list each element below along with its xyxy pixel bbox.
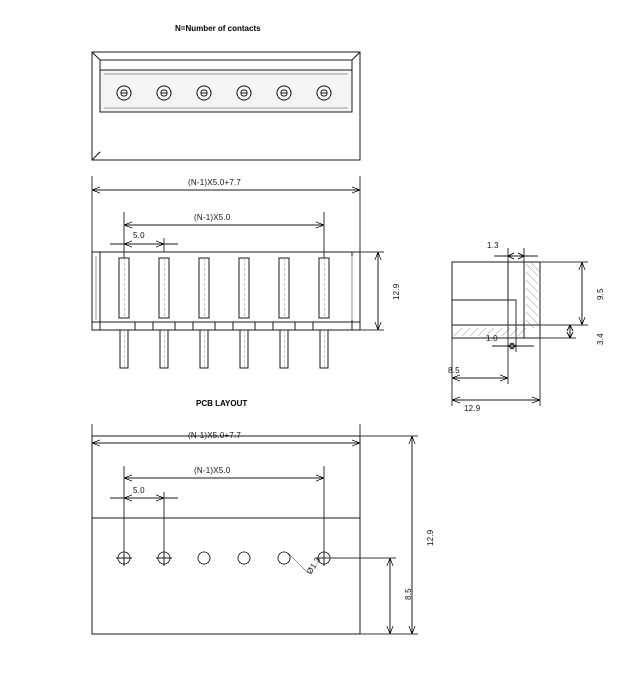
dim-side-overall: 12.9 [464, 404, 481, 413]
dim-pcb-pitch: 5.0 [133, 486, 145, 495]
pcb-dimensions [92, 424, 418, 634]
side-view-geometry [452, 262, 540, 338]
dim-side-top-width: 1.3 [487, 241, 499, 250]
dim-side-lower-width: 1.0 [486, 334, 498, 343]
top-note-label: N=Number of contacts [175, 24, 261, 33]
dim-pcb-edge: 8.5 [404, 588, 413, 600]
side-dimensions [452, 248, 588, 406]
dim-front-pitch: 5.0 [133, 231, 145, 240]
front-view-geometry [92, 252, 360, 368]
dim-pcb-overall: (N-1)X5.0+7.7 [188, 431, 242, 440]
dim-pcb-pitch-total: (N-1)X5.0 [194, 466, 231, 475]
dim-pcb-height: 12.9 [426, 529, 435, 546]
dim-front-height: 12.9 [392, 283, 401, 300]
dim-side-height: 9.5 [596, 288, 605, 300]
dim-front-overall: (N-1)X5.0+7.7 [188, 178, 242, 187]
pcb-layout-title: PCB LAYOUT [196, 399, 248, 408]
front-dimensions [92, 176, 384, 330]
dim-side-small-height: 3.4 [596, 333, 605, 345]
dim-side-depth: 8.5 [448, 366, 460, 375]
dim-front-pitch-total: (N-1)X5.0 [194, 213, 231, 222]
top-view-geometry [92, 52, 360, 160]
dim-pcb-hole-diameter: Ø1.3 [305, 555, 323, 576]
